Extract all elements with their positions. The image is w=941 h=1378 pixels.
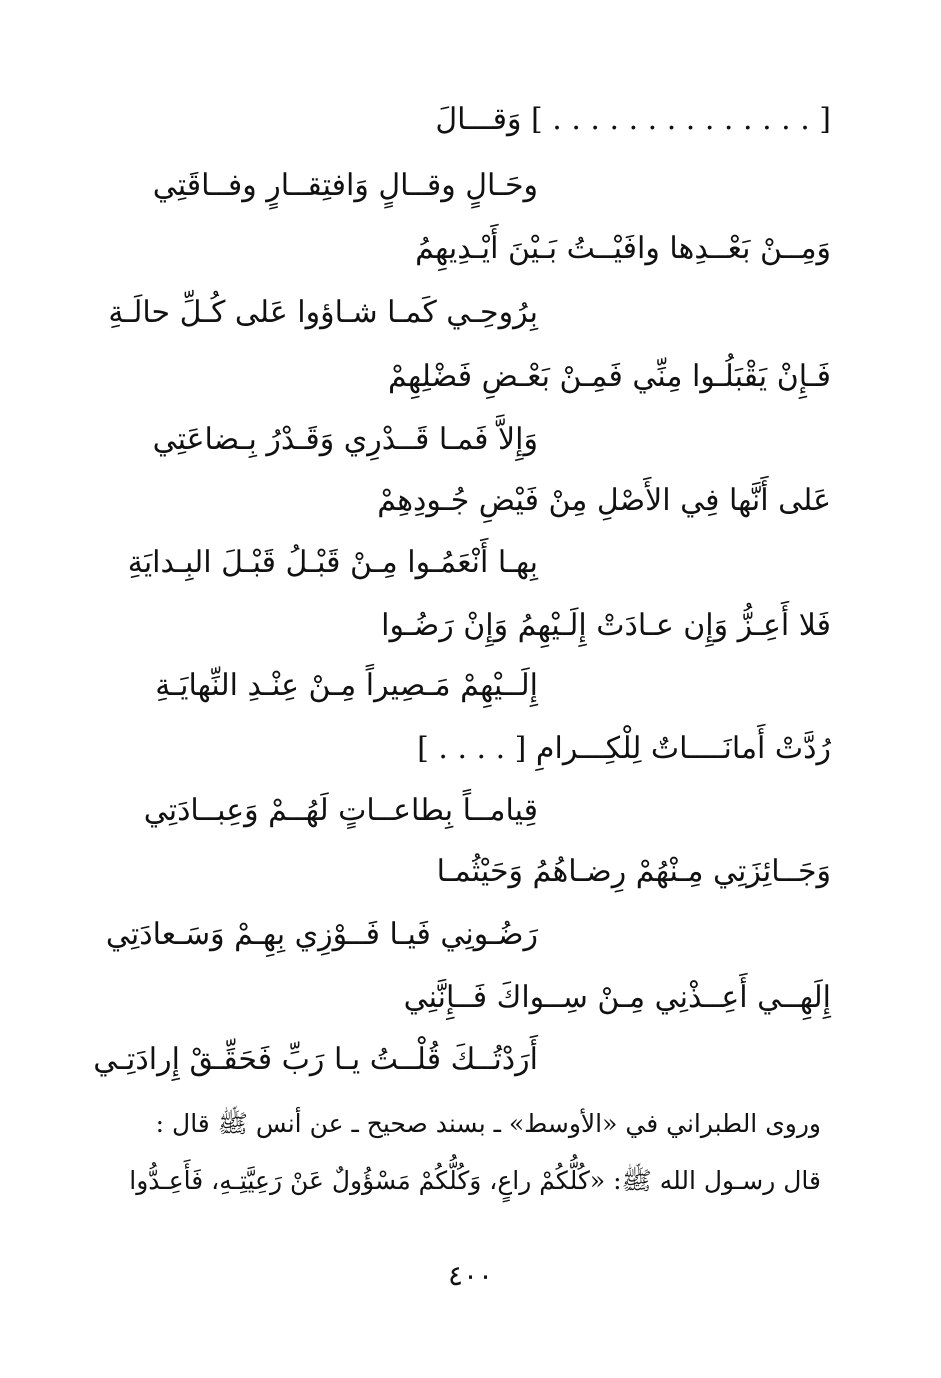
verse-line: وحَـالٍ وقــالٍ وَافتِقــارٍ وفــاقَتِي — [152, 168, 538, 203]
verse-line: رُدَّتْ أَمانَــــاتٌ لِلْكِـــرامِ [ . . . . ] — [417, 731, 831, 766]
prose-line: قال رسـول الله ﷺ: «كُلُّكُمْ راعٍ، وَكُلُّكُمْ مَسْؤُولٌ عَنْ رَعِيَّتِـهِ، فَأَعِـدُّوا — [129, 1166, 821, 1195]
verse-line: عَلى أَنَّها فِي الأَصْلِ مِنْ فَيْضِ جُـودِهِمْ — [377, 483, 831, 518]
verse-line: إِلَهِــي أَعِــذْنِي مِـنْ سِــواكَ فَــإِنَّنِي — [403, 980, 831, 1015]
prose-line: وروى الطبراني في «الأوسط» ـ بسند صحيح ـ عن أنس ﷺ قال : — [155, 1109, 821, 1138]
verse-line: وَجَــائِزَتِي مِـنْهُمْ رِضـاهُمُ وَحَيْثُمـا — [436, 854, 831, 889]
page-number: ٤٠٠ — [447, 1259, 494, 1292]
verse-line: [ . . . . . . . . . . . . . . ] وَقـــالَ — [435, 102, 831, 137]
verse-line: أَرَدْتُــكَ قُلْــتُ يـا رَبِّ فَحَقِّـقْ إِرادَتِـي — [93, 1042, 538, 1077]
verse-line: بِرُوحِـي كَمـا شـاؤوا عَلى كُـلِّ حالَـةِ — [108, 295, 538, 330]
verse-line: قِيامــاً بِطاعــاتٍ لَهُــمْ وَعِبــادَتِي — [143, 793, 538, 828]
verse-line: رَضُـونِي فَيـا فَــوْزِي بِهِـمْ وَسَـعادَتِي — [105, 917, 538, 952]
verse-line: إِلَــيْهِمْ مَـصِيراً مِـنْ عِنْـدِ النِّهايَـةِ — [155, 668, 538, 703]
verse-line: بِهـا أَنْعَمُـوا مِـنْ قَبْـلُ قَبْـلَ البِـدايَةِ — [127, 545, 538, 580]
verse-line: وَمِــنْ بَعْــدِها وافَيْــتُ بَـيْنَ أَيْـدِيهِمُ — [415, 231, 831, 266]
verse-line: فَلا أَعِـزُّ وَإِن عـادَتْ إِلَـيْهِمُ وَإِنْ رَضُـوا — [381, 608, 831, 643]
verse-line: وَإِلاَّ فَمـا قَــدْرِي وَقَـدْرُ بِـضاعَتِي — [152, 422, 538, 457]
verse-line: فَـإِنْ يَقْبَلُـوا مِنِّي فَمِـنْ بَعْـضِ فَضْلِهِمْ — [388, 359, 831, 394]
